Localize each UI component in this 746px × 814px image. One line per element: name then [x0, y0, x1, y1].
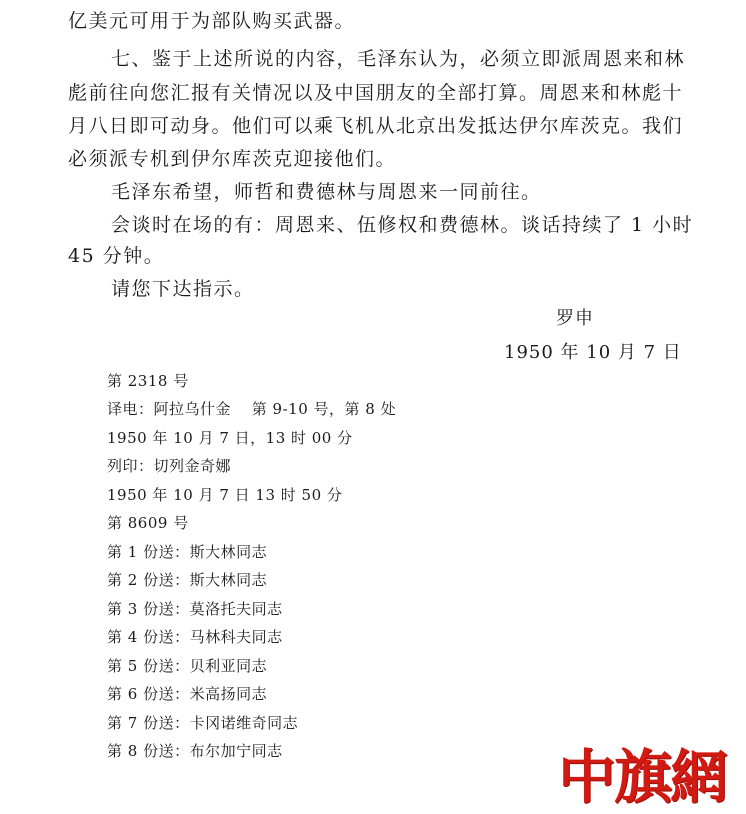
body-line-5: 必须派专机到伊尔库茨克迎接他们。 [68, 148, 397, 170]
distribution-item: 第 8 份送：布尔加宁同志 [107, 742, 283, 760]
signature-name: 罗申 [556, 308, 594, 329]
distribution-item: 第 7 份送：卡冈诺维奇同志 [107, 714, 299, 732]
distribution-item: 第 5 份送：贝利亚同志 [107, 657, 268, 675]
body-line-8: 45 分钟。 [68, 245, 165, 267]
distribution-item: 第 2 份送：斯大林同志 [107, 571, 268, 589]
meta-print-time: 1950 年 10 月 7 日 13 时 50 分 [107, 486, 343, 504]
signature-date: 1950 年 10 月 7 日 [504, 342, 682, 363]
meta-doc-number: 第 2318 号 [107, 372, 189, 390]
distribution-item: 第 4 份送：马林科夫同志 [107, 628, 283, 646]
body-line-4: 月八日即可动身。他们可以乘飞机从北京出发抵达伊尔库茨克。我们 [68, 115, 684, 137]
meta-decoder: 译电：阿拉乌什金 第 9-10 号，第 8 处 [107, 400, 397, 418]
meta-printer: 列印：切列金奇娜 [107, 457, 232, 475]
distribution-item: 第 3 份送：莫洛托夫同志 [107, 600, 283, 618]
body-line-9: 请您下达指示。 [111, 278, 255, 300]
body-line-6: 毛泽东希望，师哲和费德林与周恩来一同前往。 [111, 181, 542, 203]
distribution-item: 第 6 份送：米高扬同志 [107, 685, 268, 703]
body-line-2: 七、鉴于上述所说的内容，毛泽东认为，必须立即派周恩来和林 [111, 48, 686, 70]
site-watermark-logo: 中旗網 [558, 743, 727, 811]
body-line-3: 彪前往向您汇报有关情况以及中国朋友的全部打算。周恩来和林彪十 [68, 82, 684, 104]
body-line-1: 亿美元可用于为部队购买武器。 [68, 10, 356, 32]
distribution-item: 第 1 份送：斯大林同志 [107, 543, 268, 561]
meta-decode-time: 1950 年 10 月 7 日，13 时 00 分 [107, 429, 353, 447]
meta-reg-number: 第 8609 号 [107, 514, 189, 532]
body-line-7: 会谈时在场的有：周恩来、伍修权和费德林。谈话持续了 1 小时 [111, 214, 694, 236]
